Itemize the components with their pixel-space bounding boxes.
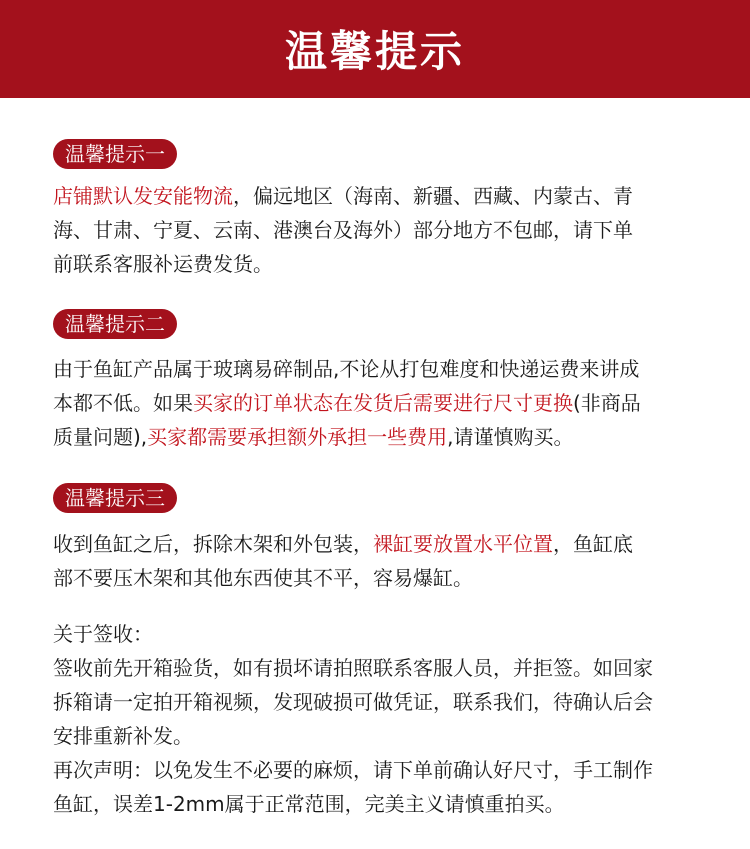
tip-1-highlight: 店铺默认发安能物流: [53, 184, 233, 208]
signing-section: [53, 617, 703, 821]
page-title: 温馨提示: [284, 27, 465, 76]
tip-3-highlight: 裸缸要放置水平位置: [373, 532, 553, 556]
tip-2-line-3-b: ,请谨慎购买。: [447, 425, 574, 449]
tip-3-line-1-a: 收到鱼缸之后，拆除木架和外包装，: [53, 532, 373, 556]
tip-2-line-2-a: 本都不低。如果: [53, 391, 193, 415]
tip-3-badge: 温馨提示三: [53, 483, 177, 513]
tip-2-line-3-a: 质量问题),: [53, 425, 148, 449]
tip-2-highlight-2: 买家都需要承担额外承担一些费用: [147, 425, 448, 449]
tip-1-badge: 温馨提示一: [53, 139, 177, 169]
tip-1-line-2: 海、甘肃、宁夏、云南、港澳台及海外）部分地方不包邮，请下单: [53, 218, 633, 242]
tip-3-line-1-b: ，鱼缸底: [553, 532, 633, 556]
tip-1-line-1-rest: ，偏远地区（海南、新疆、西藏、内蒙古、青: [233, 184, 633, 208]
tip-1-text: [53, 179, 703, 281]
tip-3-text: [53, 527, 703, 595]
header-banner: [0, 0, 750, 98]
tip-1-line-1: [53, 179, 703, 213]
tip-3-line-2: 部不要压木架和其他东西使其不平，容易爆缸。: [53, 566, 473, 590]
tip-2-line-2: [53, 386, 703, 420]
tip-2-highlight-1: 买家的订单状态在发货后需要进行尺寸更换: [193, 391, 573, 415]
tip-2-line-2-b: (非商品: [573, 391, 641, 415]
tip-2-line-3: [53, 420, 703, 454]
signing-line-1: 签收前先开箱验货，如有损坏请拍照联系客服人员，并拒签。如回家: [53, 656, 653, 680]
tip-1-line-3: 前联系客服补运费发货。: [53, 252, 273, 276]
tip-2-line-1: 由于鱼缸产品属于玻璃易碎制品,不论从打包难度和快递运费来讲成: [53, 357, 640, 381]
tip-2-badge: 温馨提示二: [53, 309, 177, 339]
signing-heading: 关于签收：: [53, 622, 153, 646]
signing-line-4: 再次声明：以免发生不必要的麻烦，请下单前确认好尺寸，手工制作: [53, 758, 653, 782]
signing-line-5: 鱼缸，误差1-2mm属于正常范围，完美主义请慎重拍买。: [53, 792, 565, 816]
tip-2-text: [53, 352, 703, 454]
signing-line-3: 安排重新补发。: [53, 724, 193, 748]
signing-line-2: 拆箱请一定拍开箱视频，发现破损可做凭证，联系我们，待确认后会: [53, 690, 653, 714]
tip-3-line-1: [53, 527, 703, 561]
